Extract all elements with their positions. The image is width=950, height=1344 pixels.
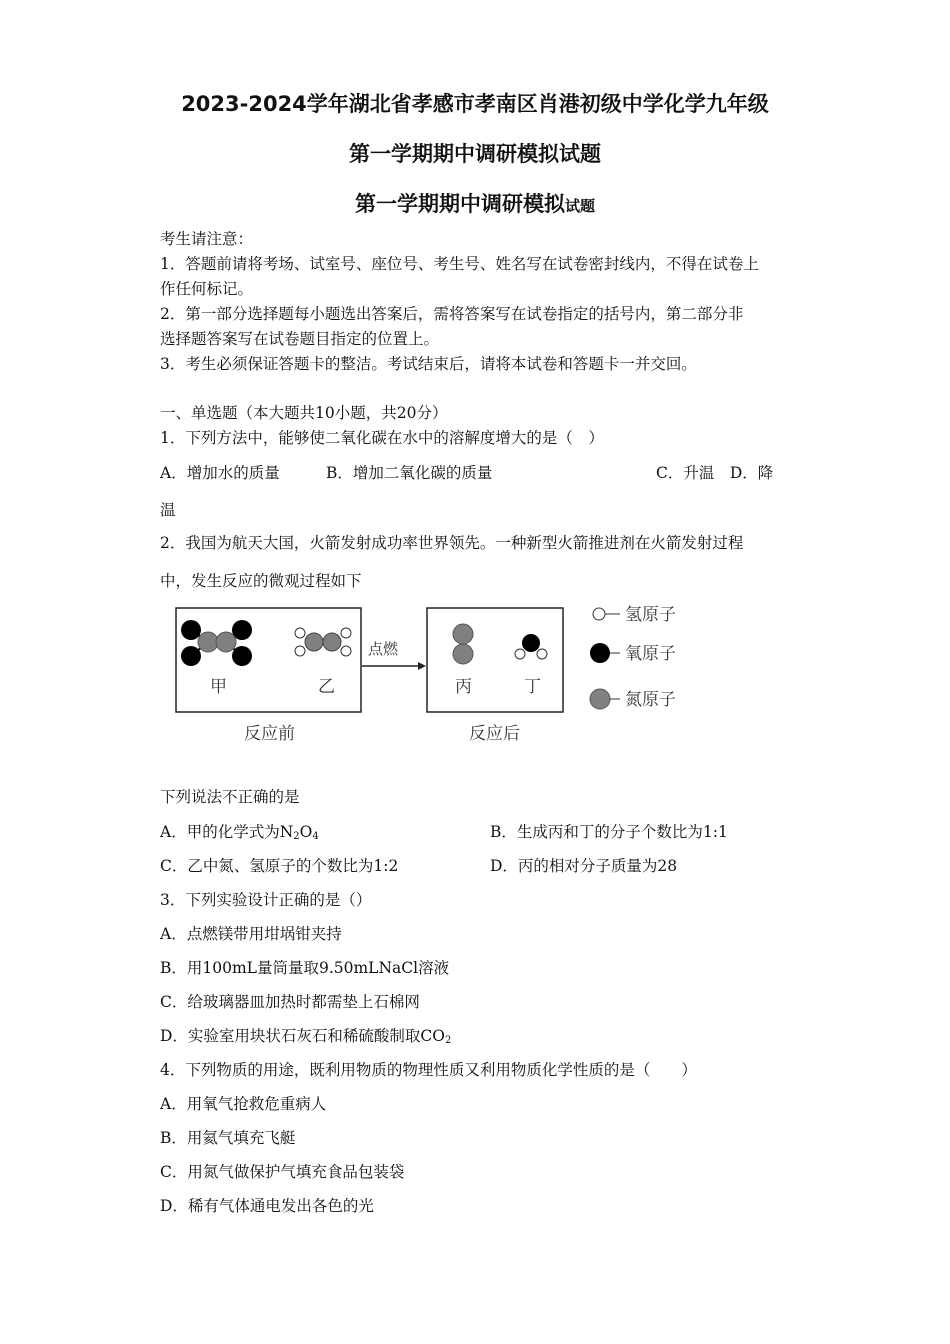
after-box bbox=[427, 608, 563, 712]
nitrogen-legend-icon bbox=[590, 689, 610, 709]
q2-option-a-sub2: 4 bbox=[312, 831, 319, 842]
arrow-label: 点燃 bbox=[368, 640, 399, 658]
q2-stem-line2: 中，发生反应的微观过程如下 bbox=[160, 572, 362, 590]
molecule-yi bbox=[295, 628, 351, 656]
q3-option-d-sub: 2 bbox=[445, 1035, 452, 1046]
hydrogen-atom bbox=[295, 628, 305, 638]
label-jia: 甲 bbox=[210, 677, 227, 697]
molecule-ding bbox=[515, 634, 547, 659]
q2-option-a-mid: O bbox=[299, 823, 313, 841]
nitrogen-atom bbox=[453, 624, 473, 644]
molecule-jia bbox=[181, 620, 252, 666]
legend-hydrogen: 氢原子 bbox=[625, 605, 676, 625]
label-yi: 乙 bbox=[318, 677, 335, 697]
reaction-diagram bbox=[170, 596, 690, 756]
q1-option-b: B．增加二氧化碳的质量 bbox=[326, 464, 493, 482]
arrow-head bbox=[418, 662, 426, 670]
q2-option-a-text: A．甲的化学式为N bbox=[160, 823, 294, 841]
q4-option-c: C．用氮气做保护气填充食品包装袋 bbox=[160, 1163, 405, 1181]
notice-item: 3．考生必须保证答题卡的整洁。考试结束后，请将本试卷和答题卡一并交回。 bbox=[160, 355, 697, 373]
exam-title-line3-main: 第一学期期中调研模拟 bbox=[354, 192, 565, 216]
exam-title-line3 bbox=[0, 188, 950, 218]
nitrogen-atom bbox=[305, 633, 323, 651]
oxygen-atom bbox=[522, 634, 540, 652]
q1-option-d-tail: 温 bbox=[160, 501, 176, 519]
q1-option-cd: C．升温 D．降 bbox=[656, 464, 774, 482]
q3-option-d bbox=[160, 1024, 451, 1046]
label-bing: 丙 bbox=[455, 677, 472, 697]
hydrogen-atom bbox=[295, 646, 305, 656]
q2-option-c: C．乙中氮、氢原子的个数比为1:2 bbox=[160, 857, 399, 875]
hydrogen-atom bbox=[537, 649, 547, 659]
exam-title-line2: 第一学期期中调研模拟试题 bbox=[349, 142, 601, 166]
q1-stem: 1．下列方法中，能够使二氧化碳在水中的溶解度增大的是（ ） bbox=[160, 429, 604, 447]
q4-option-a: A．用氧气抢救危重病人 bbox=[160, 1095, 327, 1113]
notice-heading: 考生请注意： bbox=[160, 230, 254, 248]
legend-oxygen: 氧原子 bbox=[625, 644, 676, 664]
notice-item: 1．答题前请将考场、试室号、座位号、考生号、姓名写在试卷密封线内，不得在试卷上 bbox=[160, 255, 759, 273]
q2-prompt: 下列说法不正确的是 bbox=[160, 788, 300, 806]
legend bbox=[590, 605, 676, 710]
notice-item: 选择题答案写在试卷题目指定的位置上。 bbox=[160, 330, 440, 348]
q2-option-a-sub1: 2 bbox=[293, 831, 300, 842]
q2-stem-line1: 2．我国为航天大国，火箭发射成功率世界领先。一种新型火箭推进剂在火箭发射过程 bbox=[160, 534, 744, 552]
q1-option-a: A．增加水的质量 bbox=[160, 464, 280, 482]
q3-option-c: C．给玻璃器皿加热时都需垫上石棉网 bbox=[160, 993, 420, 1011]
q2-option-d: D．丙的相对分子质量为28 bbox=[490, 857, 678, 875]
nitrogen-atom bbox=[198, 632, 218, 652]
label-ding: 丁 bbox=[524, 677, 541, 697]
hydrogen-legend-icon bbox=[593, 608, 605, 620]
nitrogen-atom bbox=[323, 633, 341, 651]
q3-option-a: A．点燃镁带用坩埚钳夹持 bbox=[160, 925, 342, 943]
section-heading: 一、单选题（本大题共10小题，共20分） bbox=[160, 404, 448, 422]
q4-option-b: B．用氦气填充飞艇 bbox=[160, 1129, 296, 1147]
legend-nitrogen: 氮原子 bbox=[625, 690, 676, 710]
caption-after: 反应后 bbox=[469, 724, 520, 744]
q2-option-b: B．生成丙和丁的分子个数比为1:1 bbox=[490, 823, 728, 841]
oxygen-atom bbox=[232, 646, 252, 666]
notice-item: 2．第一部分选择题每小题选出答案后，需将答案写在试卷指定的括号内，第二部分非 bbox=[160, 305, 744, 323]
molecule-bing bbox=[453, 624, 473, 664]
exam-title-line3-small: 试题 bbox=[564, 197, 595, 215]
caption-before: 反应前 bbox=[244, 724, 295, 744]
oxygen-legend-icon bbox=[590, 643, 610, 663]
q2-option-a bbox=[160, 820, 319, 842]
nitrogen-atom bbox=[453, 644, 473, 664]
q4-stem: 4．下列物质的用途，既利用物质的物理性质又利用物质化学性质的是（ ） bbox=[160, 1061, 697, 1079]
nitrogen-atom bbox=[216, 632, 236, 652]
q3-stem: 3．下列实验设计正确的是（） bbox=[160, 891, 372, 909]
hydrogen-atom bbox=[341, 646, 351, 656]
q3-option-d-text: D．实验室用块状石灰石和稀硫酸制取CO bbox=[160, 1027, 445, 1045]
notice-item: 作任何标记。 bbox=[160, 280, 254, 298]
oxygen-atom bbox=[181, 646, 201, 666]
hydrogen-atom bbox=[341, 628, 351, 638]
hydrogen-atom bbox=[515, 649, 525, 659]
q4-option-d: D．稀有气体通电发出各色的光 bbox=[160, 1197, 374, 1215]
q3-option-b: B．用100mL量筒量取9.50mLNaCl溶液 bbox=[160, 959, 450, 977]
exam-title-line1: 2023-2024学年湖北省孝感市孝南区肖港初级中学化学九年级 bbox=[181, 92, 769, 116]
oxygen-atom bbox=[181, 620, 201, 640]
